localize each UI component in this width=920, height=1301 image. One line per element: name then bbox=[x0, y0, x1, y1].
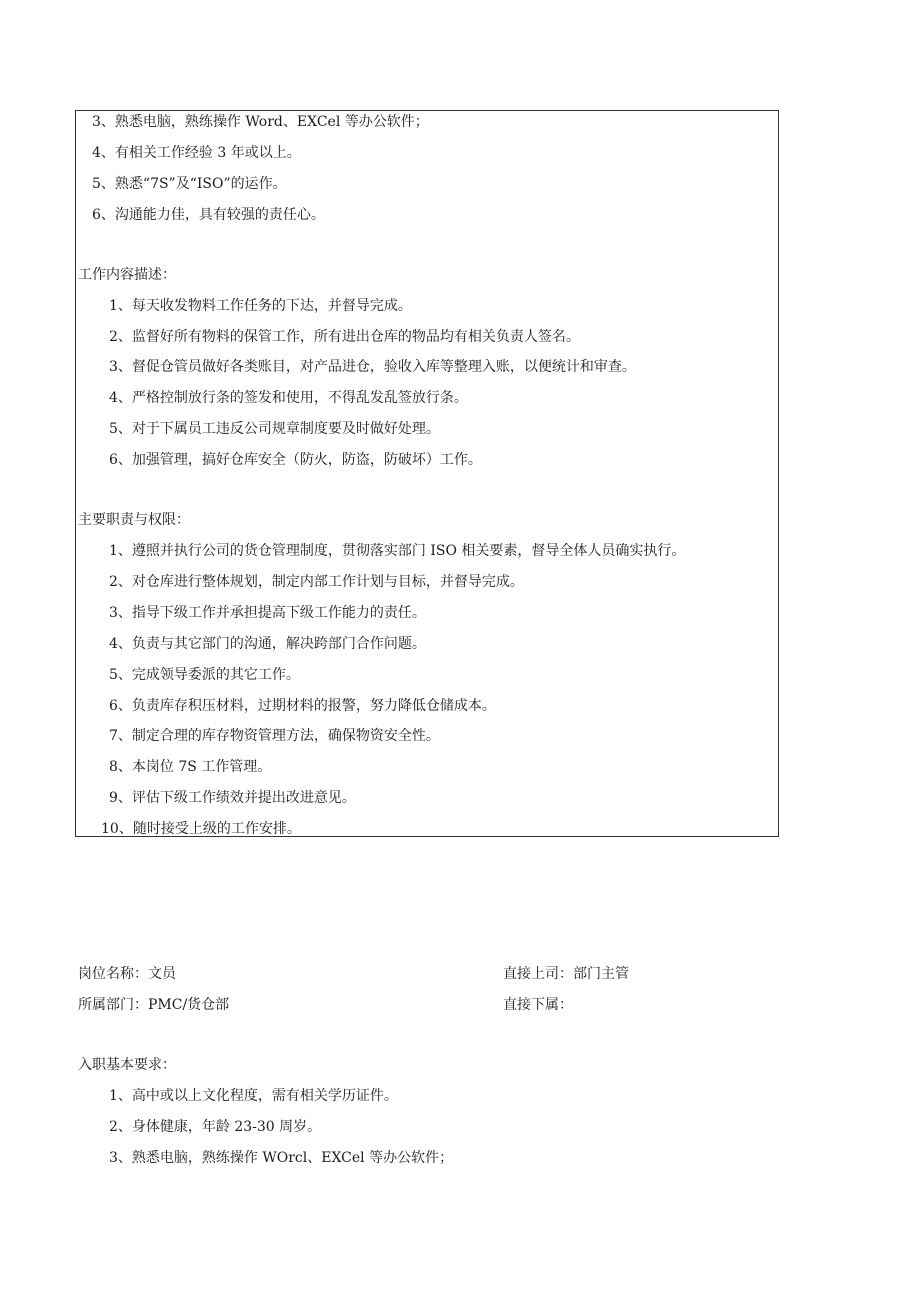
responsibility-item: 8、本岗位 7S 工作管理。 bbox=[109, 759, 272, 775]
direct-superior: 直接上司：部门主管 bbox=[503, 966, 629, 982]
work-item: 1、每天收发物料工作任务的下达，并督导完成。 bbox=[109, 298, 412, 314]
responsibility-item: 3、指导下级工作并承担提高下级工作能力的责任。 bbox=[109, 605, 426, 621]
requirement-item: 3、熟悉电脑，熟练操作 Word、EXCel 等办公软件； bbox=[92, 114, 429, 130]
entry-requirement-item: 2、身体健康，年龄 23-30 周岁。 bbox=[109, 1119, 322, 1135]
responsibility-item: 5、完成领导委派的其它工作。 bbox=[109, 667, 300, 683]
work-item: 3、督促仓管员做好各类账目，对产品进仓，验收入库等整理入账，以便统计和审查。 bbox=[109, 359, 636, 375]
requirement-item: 6、沟通能力佳，具有较强的责任心。 bbox=[92, 207, 325, 223]
requirement-item: 4、有相关工作经验 3 年或以上。 bbox=[92, 145, 301, 161]
responsibility-item: 7、制定合理的库存物资管理方法，确保物资安全性。 bbox=[109, 728, 440, 744]
work-item: 2、监督好所有物料的保管工作，所有进出仓库的物品均有相关负责人签名。 bbox=[109, 329, 580, 345]
responsibility-item: 9、评估下级工作绩效并提出改进意见。 bbox=[109, 790, 356, 806]
responsibility-item: 10、随时接受上级的工作安排。 bbox=[101, 821, 301, 837]
responsibilities-heading: 主要职责与权限： bbox=[78, 512, 190, 528]
responsibility-item: 4、负责与其它部门的沟通，解决跨部门合作问题。 bbox=[109, 636, 426, 652]
entry-requirement-item: 3、熟悉电脑，熟练操作 WOrcl、EXCel 等办公软件； bbox=[109, 1150, 454, 1166]
direct-subordinate: 直接下属： bbox=[503, 997, 573, 1013]
responsibility-item: 2、对仓库进行整体规划，制定内部工作计划与目标，并督导完成。 bbox=[109, 574, 524, 590]
responsibility-item: 1、遵照并执行公司的货仓管理制度，贯彻落实部门 ISO 相关要素，督导全体人员确实执行。 bbox=[109, 543, 686, 559]
responsibility-item: 6、负责库存积压材料，过期材料的报警，努力降低仓储成本。 bbox=[109, 698, 496, 714]
entry-requirements-heading: 入职基本要求： bbox=[78, 1057, 176, 1073]
entry-requirement-item: 1、高中或以上文化程度，需有相关学历证件。 bbox=[109, 1088, 398, 1104]
requirement-item: 5、熟悉“7S”及“ISO”的运作。 bbox=[92, 176, 287, 192]
work-item: 5、对于下属员工违反公司规章制度要及时做好处理。 bbox=[109, 421, 440, 437]
work-item: 4、严格控制放行条的签发和使用，不得乱发乱签放行条。 bbox=[109, 390, 468, 406]
work-item: 6、加强管理，搞好仓库安全（防火，防盗，防破坏）工作。 bbox=[109, 452, 482, 468]
position-title: 岗位名称：文员 bbox=[78, 966, 176, 982]
department: 所属部门：PMC/货仓部 bbox=[78, 997, 230, 1013]
work-description-heading: 工作内容描述： bbox=[78, 267, 176, 283]
